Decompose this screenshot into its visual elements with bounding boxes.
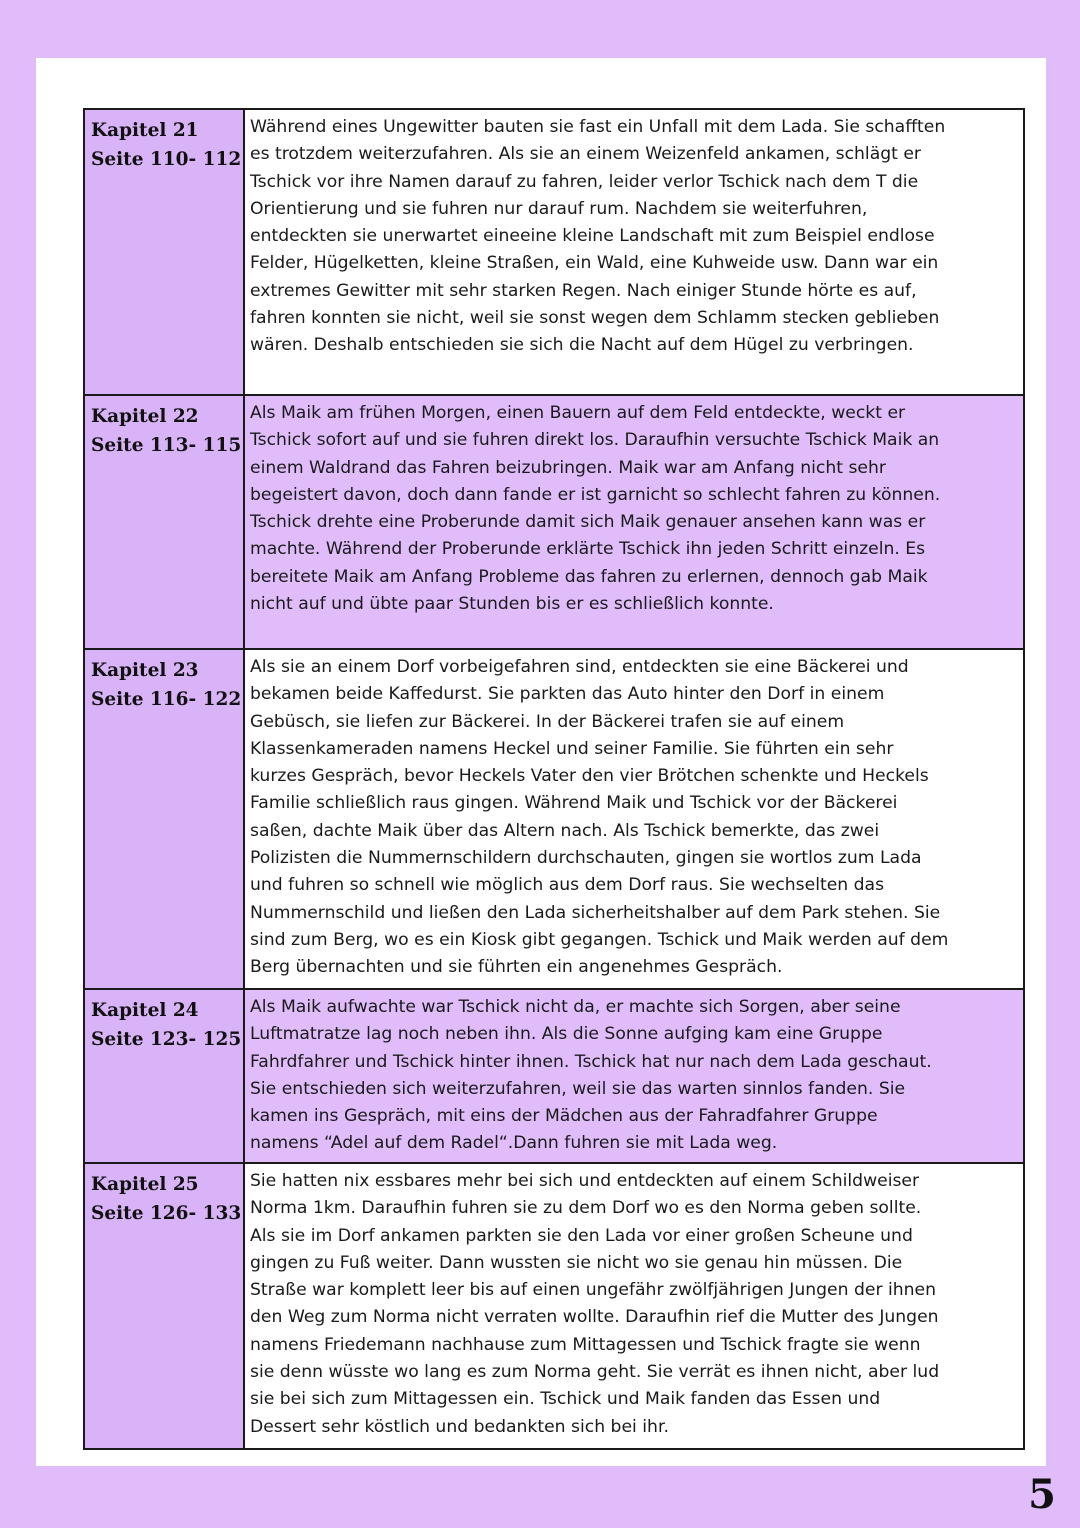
summary-line: Nummernschild und ließen den Lada sicherheitshalber auf dem Park stehen. Sie (250, 902, 941, 923)
summary-line: extremes Gewitter mit sehr starken Regen. Nach einiger Stunde hörte es auf, (250, 280, 917, 301)
summary-line: kurzes Gespräch, bevor Heckels Vater den vier Brötchen schenkte und Heckels (250, 766, 929, 787)
summary-line: Sie entschieden sich weiterzufahren, weil sie das warten sinnlos fanden. Sie (250, 1078, 906, 1099)
chapter-pages: Seite 110- 112 (91, 149, 242, 170)
summary-line: Felder, Hügelketten, kleine Straßen, ein Wald, eine Kuhweide usw. Dann war ein (250, 253, 939, 274)
summary-line: Berg übernachten und sie führten ein angenehmes Gespräch. (250, 957, 783, 978)
chapter-pages: Seite 126- 133 (91, 1203, 242, 1224)
chapter-row (84, 109, 1024, 395)
summary-line: es trotzdem weiterzufahren. Als sie an einem Weizenfeld ankamen, schlägt er (250, 144, 921, 165)
summary-line: Gebüsch, sie liefen zur Bäckerei. In der Bäckerei trafen sie auf einem (250, 711, 845, 732)
chapter-summary-text (244, 989, 1024, 1163)
summary-line: und fuhren so schnell wie möglich aus dem Dorf raus. Sie wechselten das (250, 875, 885, 896)
summary-line: Norma 1km. Daraufhin fuhren sie zu dem Dorf wo es den Norma geben sollte. (250, 1198, 922, 1219)
summary-line: namens Friedemann nachhause zum Mittagessen und Tschick fragte sie wenn (250, 1334, 921, 1355)
summary-line: gingen zu Fuß weiter. Dann wussten sie nicht wo sie genau hin müssen. Die (250, 1252, 903, 1273)
summary-line: fahren konnten sie nicht, weil sie sonst wegen dem Schlamm stecken geblieben (250, 308, 940, 329)
summary-line: Fahrdfahrer und Tschick hinter ihnen. Tschick hat nur nach dem Lada geschaut. (250, 1051, 932, 1072)
page-number: 5 (1028, 1471, 1056, 1518)
summary-line: entdeckten sie unerwartet eineeine kleine Landschaft mit zum Beispiel endlose (250, 226, 935, 247)
summary-line: den Weg zum Norma nicht verraten wollte. Daraufhin rief die Mutter des Jungen (250, 1307, 939, 1328)
chapter-pages: Seite 113- 115 (91, 435, 242, 456)
summary-line: Tschick vor ihre Namen darauf zu fahren, leider verlor Tschick nach dem T die (250, 171, 919, 192)
summary-line: saßen, dachte Maik über das Altern nach. Als Tschick bemerkte, das zwei (250, 820, 880, 841)
summary-line: Familie schließlich raus gingen. Während Maik und Tschick vor der Bäckerei (250, 793, 898, 814)
chapter-row (84, 1163, 1024, 1449)
chapter-summary-text (244, 395, 1024, 649)
chapter-summary-text (244, 1163, 1024, 1449)
summary-line: einem Waldrand das Fahren beizubringen. Maik war am Anfang nicht sehr (250, 457, 886, 478)
summary-line: sie denn wüsste wo lang es zum Norma geht. Sie verrät es ihnen nicht, aber lud (250, 1362, 940, 1383)
summary-line: sie bei sich zum Mittagessen ein. Tschick und Maik fanden das Essen und (250, 1389, 881, 1410)
chapter-pages: Seite 123- 125 (91, 1029, 242, 1050)
chapter-summary-table (83, 108, 1025, 1450)
summary-line: namens “Adel auf dem Radel“.Dann fuhren sie mit Lada weg. (250, 1133, 778, 1154)
chapter-summary-text (244, 649, 1024, 989)
chapter-label-cell (84, 1163, 244, 1449)
summary-line: begeistert davon, doch dann fande er ist garnicht so schlecht fahren zu können. (250, 484, 941, 505)
summary-line: Luftmatratze lag noch neben ihn. Als die Sonne aufging kam eine Gruppe (250, 1024, 883, 1045)
chapter-title: Kapitel 22 (91, 406, 199, 427)
summary-line: machte. Während der Proberunde erklärte Tschick ihn jeden Schritt einzeln. Es (250, 539, 926, 560)
summary-line: Dessert sehr köstlich und bedankten sich bei ihr. (250, 1416, 669, 1437)
chapter-title: Kapitel 25 (91, 1174, 199, 1195)
summary-line: Klassenkameraden namens Heckel und seiner Familie. Sie führten ein sehr (250, 738, 894, 759)
summary-line: Tschick sofort auf und sie fuhren direkt los. Daraufhin versuchte Tschick Maik an (250, 430, 940, 451)
summary-line: Tschick drehte eine Proberunde damit sich Maik genauer ansehen kann was er (250, 512, 926, 533)
chapter-title: Kapitel 21 (91, 120, 199, 141)
summary-line: Straße war komplett leer bis auf einen ungefähr zwölfjährigen Jungen der ihnen (250, 1280, 937, 1301)
chapter-title: Kapitel 23 (91, 660, 199, 681)
summary-line: sind zum Berg, wo es ein Kiosk gibt gegangen. Tschick und Maik werden auf dem (250, 929, 949, 950)
chapter-row (84, 395, 1024, 649)
summary-line: Als sie im Dorf ankamen parkten sie den Lada vor einer großen Scheune und (250, 1225, 913, 1246)
summary-line: nicht auf und übte paar Stunden bis er es schließlich konnte. (250, 594, 774, 615)
chapter-row (84, 649, 1024, 989)
chapter-label-cell (84, 109, 244, 395)
summary-line: Als Maik aufwachte war Tschick nicht da, er machte sich Sorgen, aber seine (250, 997, 901, 1017)
summary-line: Als Maik am frühen Morgen, einen Bauern auf dem Feld entdeckte, weckt er (250, 403, 906, 423)
summary-line: kamen ins Gespräch, mit eins der Mädchen aus der Fahradfahrer Gruppe (250, 1106, 878, 1127)
chapter-summary-text (244, 109, 1024, 395)
summary-line: Als sie an einem Dorf vorbeigefahren sind, entdeckten sie eine Bäckerei und (250, 657, 909, 677)
chapter-label-cell (84, 649, 244, 989)
chapter-label-cell (84, 989, 244, 1163)
summary-line: wären. Deshalb entschieden sie sich die Nacht auf dem Hügel zu verbringen. (250, 335, 914, 356)
summary-line: Orientierung und sie fuhren nur darauf rum. Nachdem sie weiterfuhren, (250, 198, 868, 219)
chapter-title: Kapitel 24 (91, 1000, 199, 1021)
chapter-pages: Seite 116- 122 (91, 689, 242, 710)
summary-line: bereitete Maik am Anfang Probleme das fahren zu erlernen, dennoch gab Maik (250, 566, 928, 587)
summary-line: Während eines Ungewitter bauten sie fast ein Unfall mit dem Lada. Sie schafften (250, 117, 946, 137)
summary-line: Polizisten die Nummernschildern durchschauten, gingen sie wortlos zum Lada (250, 848, 922, 869)
chapter-label-cell (84, 395, 244, 649)
summary-line: bekamen beide Kaffedurst. Sie parkten das Auto hinter den Dorf in einem (250, 684, 885, 705)
chapter-row (84, 989, 1024, 1163)
summary-line: Sie hatten nix essbares mehr bei sich und entdeckten auf einem Schildweiser (250, 1171, 920, 1191)
